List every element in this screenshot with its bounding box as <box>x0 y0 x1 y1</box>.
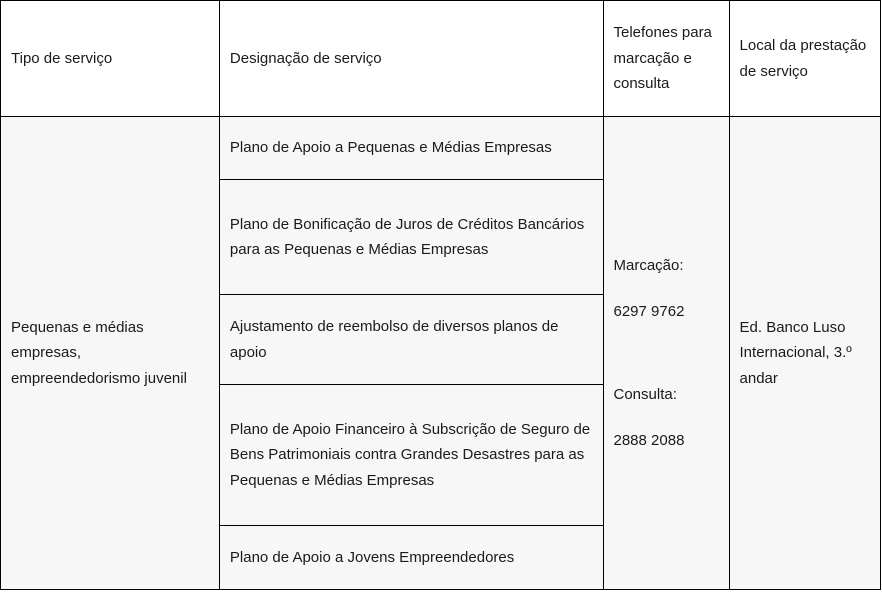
consult-label: Consulta: <box>613 386 677 403</box>
designation-cell: Plano de Apoio Financeiro à Subscrição de Seguro de Bens Patrimoniais contra Grandes Desastres para as Pequenas e Médias Empresas <box>219 385 603 526</box>
header-location: Local da prestação de serviço <box>729 1 880 117</box>
booking-number: 6297 9762 <box>613 302 685 320</box>
header-service-type: Tipo de serviço <box>1 1 220 117</box>
designation-cell: Plano de Apoio a Jovens Empreendedores <box>219 526 603 590</box>
designation-cell: Plano de Bonificação de Juros de Créditos Bancários para as Pequenas e Médias Empresas <box>219 180 603 295</box>
designation-cell: Ajustamento de reembolso de diversos planos de apoio <box>219 295 603 385</box>
consult-number: 2888 2088 <box>613 431 685 449</box>
header-row <box>1 1 881 117</box>
header-service-designation: Designação de serviço <box>219 1 603 117</box>
phones-cell <box>603 117 729 590</box>
designation-cell: Plano de Apoio a Pequenas e Médias Empresas <box>219 117 603 180</box>
table-row <box>1 117 881 180</box>
location-cell: Ed. Banco Luso Internacional, 3.º andar <box>729 117 880 590</box>
booking-label: Marcação: <box>613 257 684 274</box>
service-type-cell: Pequenas e médias empresas, empreendedorismo juvenil <box>1 117 220 590</box>
header-phones: Telefones para marcação e consulta <box>603 1 729 117</box>
